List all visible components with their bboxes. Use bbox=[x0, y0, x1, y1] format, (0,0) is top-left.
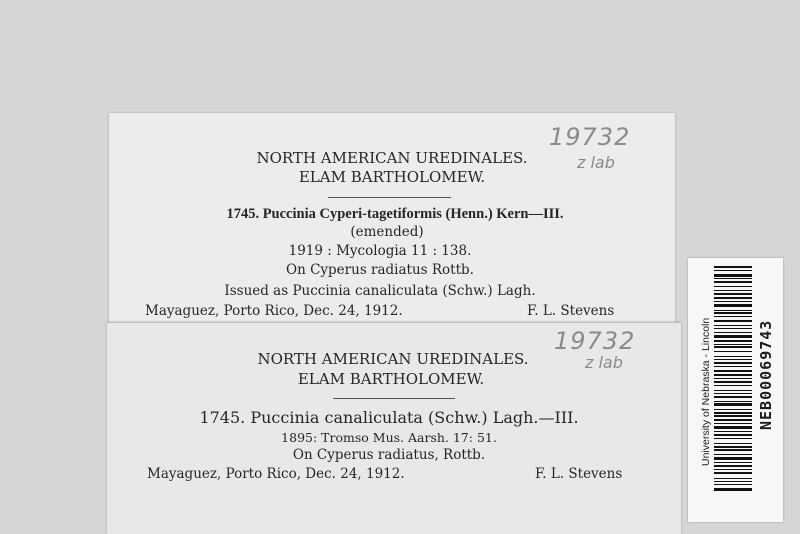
barcode-bar bbox=[714, 469, 752, 470]
barcode-bar bbox=[714, 419, 752, 421]
barcode-bar bbox=[714, 274, 752, 277]
barcode-bar bbox=[714, 415, 752, 417]
host-plant: On Cyperus radiatus Rottb. bbox=[286, 262, 474, 278]
header-author: ELAM BARTHOLOMEW. bbox=[298, 168, 486, 186]
barcode-bar bbox=[714, 359, 752, 360]
barcode-bar bbox=[714, 328, 752, 329]
barcode-bar bbox=[714, 390, 752, 391]
barcode-bar bbox=[714, 409, 752, 410]
literature-citation: 1895: Tromso Mus. Aarsh. 17: 51. bbox=[281, 430, 497, 445]
barcode-bar bbox=[714, 412, 752, 414]
barcode-bar bbox=[714, 320, 752, 322]
barcode-bar bbox=[714, 310, 752, 311]
handwritten-code: z lab bbox=[585, 353, 623, 372]
barcode-bar bbox=[714, 340, 752, 342]
barcode-bar bbox=[714, 344, 752, 345]
header-author: ELAM BARTHOLOMEW. bbox=[297, 370, 485, 388]
specimen-label-top bbox=[109, 113, 675, 327]
barcode-bar bbox=[714, 478, 752, 479]
issued-as-note: Issued as Puccinia canaliculata (Schw.) Lagh. bbox=[224, 283, 536, 299]
species-name: 1745. Puccinia canaliculata (Schw.) Lagh.—III. bbox=[199, 408, 579, 427]
specimen-label-bottom bbox=[107, 322, 681, 534]
handwritten-accession-number: 19732 bbox=[549, 123, 631, 151]
barcode-bar bbox=[714, 351, 752, 352]
barcode-bar bbox=[714, 462, 752, 463]
barcode-bar bbox=[714, 481, 752, 482]
barcode-bar bbox=[714, 393, 752, 394]
barcode-bar bbox=[714, 301, 752, 302]
barcode-bar bbox=[714, 366, 752, 367]
collector-name: F. L. Stevens bbox=[535, 466, 623, 482]
barcode-bar bbox=[714, 403, 752, 406]
barcode-bar bbox=[714, 457, 752, 460]
institution-name: University of Nebraska - Lincoln bbox=[700, 317, 712, 466]
header-title: NORTH AMERICAN UREDINALES. bbox=[256, 149, 528, 167]
barcode-bar bbox=[714, 484, 752, 485]
header-title: NORTH AMERICAN UREDINALES. bbox=[257, 350, 529, 368]
barcode-bar bbox=[714, 325, 752, 326]
barcode-bar bbox=[714, 332, 752, 333]
barcode-bar bbox=[714, 346, 752, 348]
locality-date: Mayaguez, Porto Rico, Dec. 24, 1912. bbox=[147, 466, 405, 482]
barcode-bar bbox=[714, 401, 752, 402]
barcode-bar bbox=[714, 438, 752, 439]
locality-row bbox=[107, 466, 681, 482]
barcode-bar bbox=[714, 293, 752, 295]
collector-name: F. L. Stevens bbox=[527, 303, 615, 319]
barcode-bar bbox=[714, 266, 752, 268]
barcode-bar bbox=[714, 378, 752, 379]
barcode-bar bbox=[714, 465, 752, 467]
barcode-bar bbox=[714, 488, 752, 491]
barcode-bar bbox=[714, 278, 752, 279]
locality-date: Mayaguez, Porto Rico, Dec. 24, 1912. bbox=[145, 303, 403, 319]
barcode-bar bbox=[714, 362, 752, 364]
barcode-bar bbox=[714, 312, 752, 314]
barcode-icon bbox=[714, 266, 752, 492]
locality-row bbox=[109, 303, 675, 319]
barcode-bar bbox=[714, 270, 752, 271]
barcode-bar bbox=[714, 304, 752, 307]
barcode-bar bbox=[714, 385, 752, 386]
barcode-bar bbox=[714, 423, 752, 424]
handwritten-code: z lab bbox=[577, 153, 615, 172]
barcode-bar bbox=[714, 374, 752, 376]
barcode-bar bbox=[714, 281, 752, 283]
barcode-bar bbox=[714, 381, 752, 383]
barcode-bar bbox=[714, 370, 752, 372]
barcode-bar bbox=[714, 426, 752, 429]
barcode-bar bbox=[714, 472, 752, 474]
divider-rule bbox=[328, 197, 451, 198]
barcode-bar bbox=[714, 286, 752, 287]
barcode-bar bbox=[714, 335, 752, 338]
divider-rule bbox=[333, 398, 455, 399]
barcode-bar bbox=[714, 434, 752, 436]
species-name: 1745. Puccinia Cyperi-tagetiformis (Henn.) Kern—III. bbox=[226, 206, 564, 222]
barcode-bar bbox=[714, 316, 752, 317]
literature-citation: 1919 : Mycologia 11 : 138. bbox=[288, 243, 472, 259]
barcode-bar bbox=[714, 396, 752, 398]
barcode-bar bbox=[714, 449, 752, 451]
barcode-bar bbox=[714, 443, 752, 444]
barcode-bar bbox=[714, 297, 752, 299]
barcode-bar bbox=[714, 446, 752, 448]
barcode-bar bbox=[714, 454, 752, 455]
barcode-bar bbox=[714, 290, 752, 291]
handwritten-accession-number: 19732 bbox=[554, 327, 636, 355]
host-plant: On Cyperus radiatus, Rottb. bbox=[292, 447, 486, 463]
barcode-bar bbox=[714, 356, 752, 357]
catalog-number: NEB00069743 bbox=[757, 319, 775, 430]
barcode-bar bbox=[714, 431, 752, 432]
emended-note: (emended) bbox=[350, 224, 424, 240]
